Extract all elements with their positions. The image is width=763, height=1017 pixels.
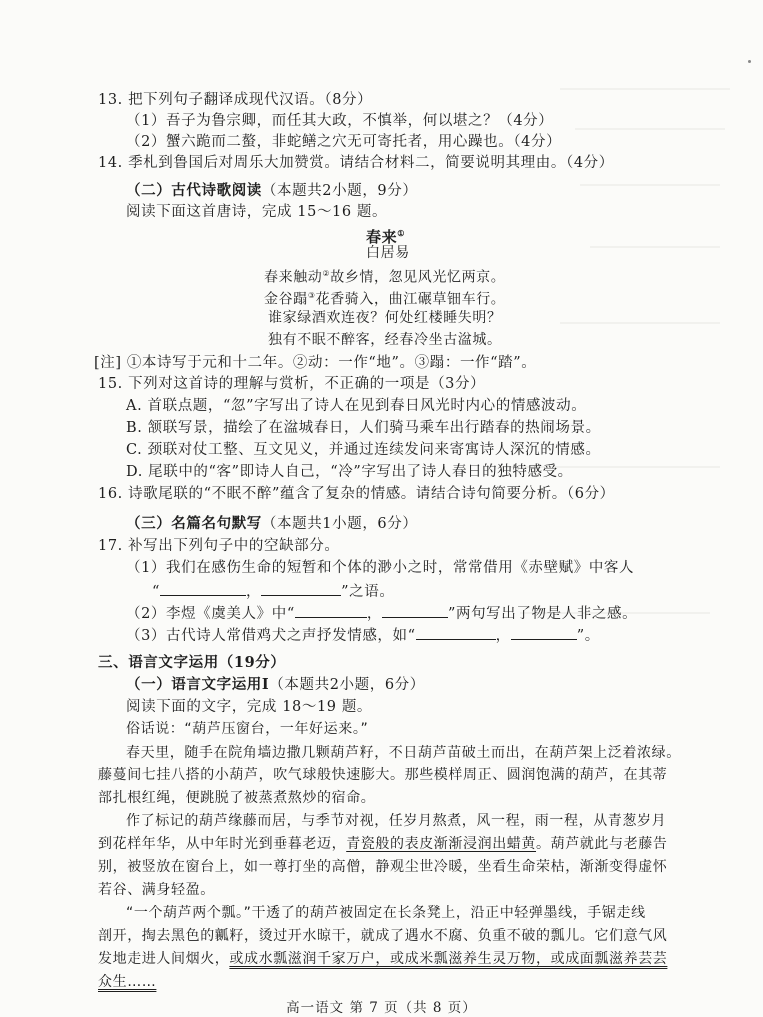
poem-title-text: 春来: [366, 228, 398, 246]
text: （2）李煜《虞美人》中“: [126, 606, 295, 622]
answer-blank[interactable]: [511, 625, 577, 640]
section-poetry-heading: [126, 182, 417, 200]
bleed-through-mark: [560, 322, 720, 324]
section-info: （本题共1小题，6分）: [261, 516, 418, 532]
bleed-through-mark: [560, 88, 730, 90]
wavy-underlined-sentence: 众生……: [98, 974, 157, 990]
question-17-1-blanks: [152, 581, 394, 601]
option-a: A. 首联点题，“忽”字写出了诗人在见到春日风光时内心的情感波动。: [126, 398, 587, 414]
text: ”。: [576, 628, 600, 644]
passage-para-1: 俗话说：“葫芦压窗台，一年好运来。”: [126, 721, 369, 737]
comma: ，: [246, 584, 262, 600]
passage-line: 别，被竖放在窗台上，如一尊打坐的高僧，静观尘世冷暖，坐看生命荣枯，渐渐变得虚怀: [98, 859, 668, 875]
page-footer: 高一语文 第 7 页（共 8 页）: [286, 1000, 477, 1016]
section-info: （本题共2小题，6分）: [269, 677, 425, 693]
question-13-2: （2）蟹六跪而二螯，非蛇鳝之穴无可寄托者，用心躁也。（4分）: [126, 134, 562, 150]
footnote-mark: ②: [322, 269, 331, 278]
bleed-through-mark: [590, 246, 720, 248]
poem-author: 白居易: [366, 245, 410, 261]
answer-blank[interactable]: [382, 603, 448, 618]
poem-line-2-part: 花香骑入，曲江碾草钿车行。: [315, 291, 506, 308]
passage-line: 藤蔓间七挂八搭的小葫芦，吹气球般快速膨大。那些模样周正、圆润饱满的葫芦，在其蒂: [98, 767, 668, 783]
passage-line: 作了标记的葫芦缘藤而居，与季节对视，任岁月熬煮，风一程，雨一程，从青葱岁月: [126, 813, 667, 829]
underlined-sentence: 青瓷般的表皮渐渐浸润出蜡黄: [346, 836, 537, 852]
text: （3）古代诗人常借鸡犬之声抒发情感，如“: [126, 628, 416, 644]
quote-mark: “: [152, 584, 161, 600]
question-13-1: （1）吾子为鲁宗卿，而任其大政，不慎举，何以堪之？（4分）: [126, 113, 554, 129]
comma: ，: [495, 628, 511, 644]
passage-line: 剖开，掏去黑色的瓤籽，烫过开水晾干，就成了遇水不腐、负重不破的瓢儿。它们意气风: [98, 928, 668, 944]
speck: [748, 60, 751, 63]
option-d: D. 尾联中的“客”即诗人自己，“冷”字写出了诗人春日的独特感受。: [126, 464, 573, 480]
section-language-heading: [126, 676, 425, 694]
footnote-mark: ①: [397, 228, 405, 238]
question-13: 13. 把下列句子翻译成现代汉语。（8分）: [98, 92, 373, 108]
answer-blank[interactable]: [261, 581, 341, 596]
poem-line-1-part: 春来触动: [264, 269, 323, 286]
answer-blank[interactable]: [416, 625, 496, 640]
passage-line: [98, 973, 156, 991]
section-title: （二）古代诗歌阅读: [126, 182, 262, 199]
section-info: （本题共2小题，9分）: [261, 183, 418, 199]
footnote-mark: ③: [307, 291, 316, 300]
passage-line: [98, 835, 667, 853]
section-intro: 阅读下面的文字，完成 18～19 题。: [126, 699, 373, 715]
question-16: 16. 诗歌尾联的“不眠不醉”蕴含了复杂的情感。请结合诗句简要分析。（6分）: [98, 486, 615, 502]
question-17-3: [126, 625, 600, 645]
text: ”两句写出了物是人非之感。: [447, 606, 638, 622]
poem-title: [366, 224, 405, 246]
passage-line: 部扎根红绳，便跳脱了被蒸煮熬炒的宿命。: [98, 790, 376, 806]
passage-line: [98, 950, 667, 968]
passage-line: “一个葫芦两个瓢。”干透了的葫芦被固定在长条凳上，沿正中轻弹墨线，手锯走线: [126, 905, 646, 921]
option-c: C. 颈联对仗工整、互文见义，并通过连续发问来寄寓诗人深沉的情感。: [126, 442, 601, 458]
bleed-through-mark: [575, 128, 725, 130]
text: 发地走进人间烟火，: [98, 951, 230, 967]
section-title: （三）名篇名句默写: [126, 515, 262, 532]
question-15: 15. 下列对这首诗的理解与赏析，不正确的一项是（3分）: [98, 376, 486, 392]
poem-note: [注] ①本诗写于元和十二年。②动：一作“地”。③蹋：一作“踏”。: [94, 355, 537, 371]
answer-blank[interactable]: [295, 603, 367, 618]
poem-line-3: 谁家绿酒欢连夜？何处红楼睡失明？: [268, 310, 502, 326]
question-14: 14. 季札到鲁国后对周乐大加赞赏。请结合材料二，简要说明其理由。（4分）: [98, 155, 614, 171]
passage-line: 春天里，随手在院角墙边撒几颗葫芦籽，不日葫芦苗破土而出，在葫芦架上泛着浓绿。: [126, 745, 681, 761]
poem-line-1-part: 故乡情，忽见风光忆两京。: [330, 269, 506, 286]
bleed-through-mark: [580, 184, 720, 186]
poem-line-2-part: 金谷蹋: [264, 291, 308, 308]
question-17-1: （1）我们在感伤生命的短暂和个体的渺小之时，常常借用《赤壁赋》中客人: [126, 560, 635, 576]
comma: ，: [366, 606, 382, 622]
text: 。葫芦就此与老藤告: [536, 836, 668, 852]
section-recitation-heading: [126, 515, 417, 533]
section-title: （一）语言文字运用Ⅰ: [126, 676, 270, 693]
part-3-heading: 三、语言文字运用（19分）: [98, 654, 286, 671]
question-17-2: [126, 603, 637, 623]
quote-close: ”之语。: [341, 584, 395, 600]
passage-line: 若谷、满身轻盈。: [98, 882, 215, 898]
poem-line-1: [264, 265, 505, 287]
poem-line-4: 独有不眠不醉客，经春冷坐古湓城。: [268, 332, 502, 348]
answer-blank[interactable]: [160, 581, 246, 596]
poem-line-2: [264, 287, 505, 309]
text: 到花样年华，从中年时光到垂暮老迈，: [98, 836, 347, 852]
section-intro: 阅读下面这首唐诗，完成 15～16 题。: [126, 204, 388, 220]
question-17: 17. 补写出下列句子中的空缺部分。: [98, 538, 340, 554]
option-b: B. 颔联写景，描绘了在湓城春日，人们骑马乘车出行踏春的热闹场景。: [126, 420, 601, 436]
wavy-underlined-sentence: 或成水瓢滋润千家万户，或成米瓢滋养生灵万物，或成面瓢滋养芸芸: [229, 951, 668, 967]
